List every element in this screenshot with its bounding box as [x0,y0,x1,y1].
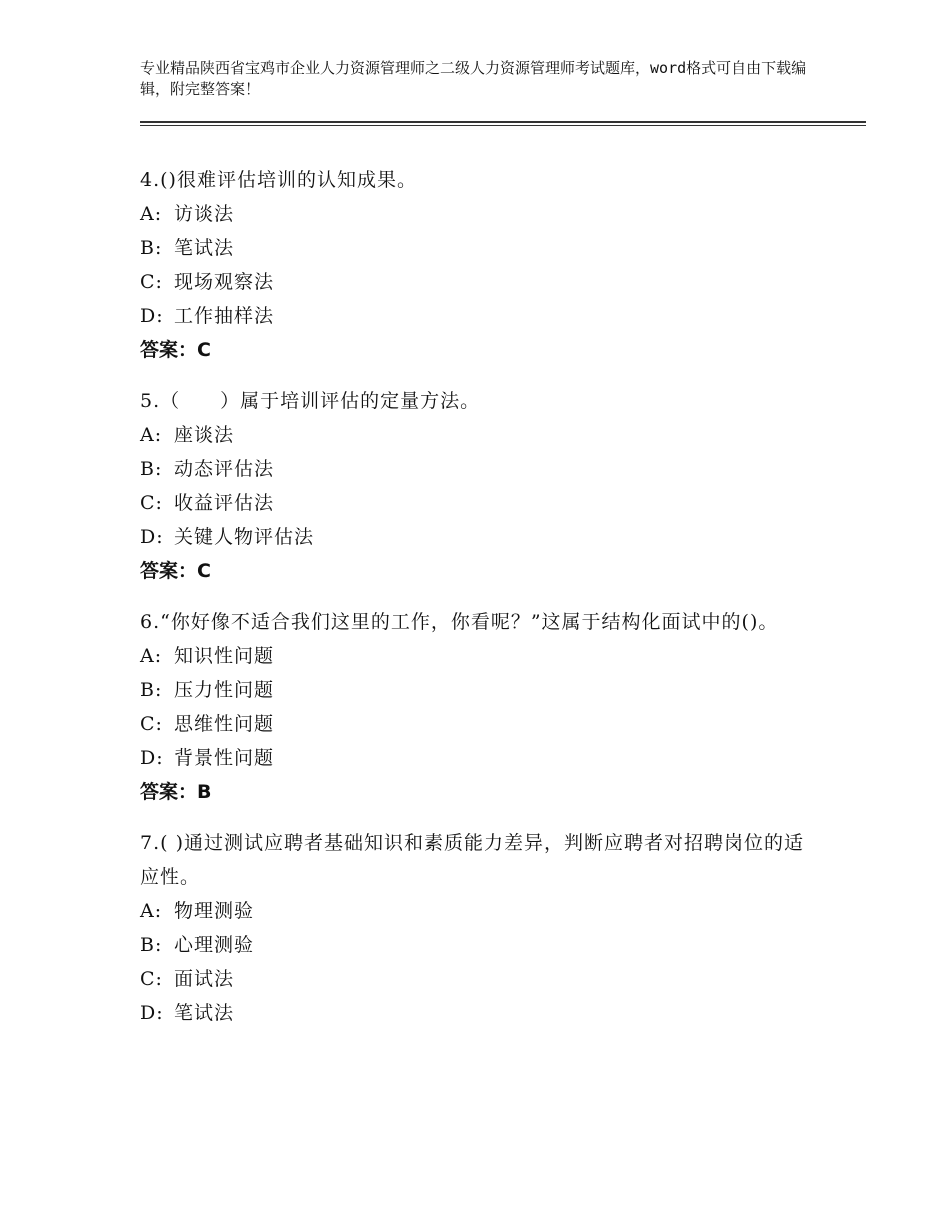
option-label: D: [140,747,164,769]
option-d [140,520,820,554]
option-c [140,265,820,299]
option-text: 笔试法 [174,237,235,259]
option-label: B: [140,934,163,956]
option-a [140,639,820,673]
option-text: 动态评估法 [174,458,275,480]
option-text: 心理测验 [174,934,255,956]
option-b [140,673,820,707]
question-4 [140,163,820,367]
question-stem: 7.( )通过测试应聘者基础知识和素质能力差异，判断应聘者对招聘岗位的适应性。 [140,832,804,888]
question-7 [140,826,820,1030]
option-label: D: [140,526,164,548]
option-text: 收益评估法 [174,492,275,514]
option-d [140,996,820,1030]
option-label: C: [140,968,163,990]
option-label: A: [140,424,163,446]
option-a [140,894,820,928]
option-label: A: [140,203,163,225]
option-text: 面试法 [174,968,235,990]
option-d [140,299,820,333]
option-b [140,928,820,962]
question-list [140,163,820,1047]
option-c [140,707,820,741]
option-label: D: [140,305,164,327]
option-label: A: [140,645,163,667]
option-label: B: [140,679,163,701]
option-d [140,741,820,775]
header-rule-thin [140,125,866,126]
answer: 答案：C [140,339,211,361]
option-text: 知识性问题 [174,645,275,667]
option-text: 现场观察法 [174,271,275,293]
answer: 答案：B [140,781,212,803]
option-label: C: [140,492,163,514]
question-5 [140,384,820,588]
option-text: 思维性问题 [174,713,275,735]
option-c [140,486,820,520]
option-label: A: [140,900,163,922]
option-text: 访谈法 [174,203,235,225]
question-stem: 5.（ ）属于培训评估的定量方法。 [140,390,481,412]
option-c [140,962,820,996]
answer: 答案：C [140,560,211,582]
option-b [140,231,820,265]
option-label: B: [140,237,163,259]
option-label: D: [140,1002,164,1024]
option-label: C: [140,271,163,293]
option-a [140,418,820,452]
document-header: 专业精品陕西省宝鸡市企业人力资源管理师之二级人力资源管理师考试题库，word格式可自由下载编辑，附完整答案！ [140,59,807,98]
option-text: 背景性问题 [174,747,275,769]
option-text: 工作抽样法 [174,305,275,327]
option-text: 关键人物评估法 [174,526,315,548]
option-a [140,197,820,231]
header-rule-thick [140,121,866,123]
question-stem: 6.“你好像不适合我们这里的工作，你看呢？”这属于结构化面试中的()。 [140,611,779,633]
question-6 [140,605,820,809]
option-text: 座谈法 [174,424,235,446]
option-label: C: [140,713,163,735]
option-text: 物理测验 [174,900,255,922]
option-text: 压力性问题 [174,679,275,701]
option-b [140,452,820,486]
option-label: B: [140,458,163,480]
question-stem: 4.()很难评估培训的认知成果。 [140,169,417,191]
option-text: 笔试法 [174,1002,235,1024]
